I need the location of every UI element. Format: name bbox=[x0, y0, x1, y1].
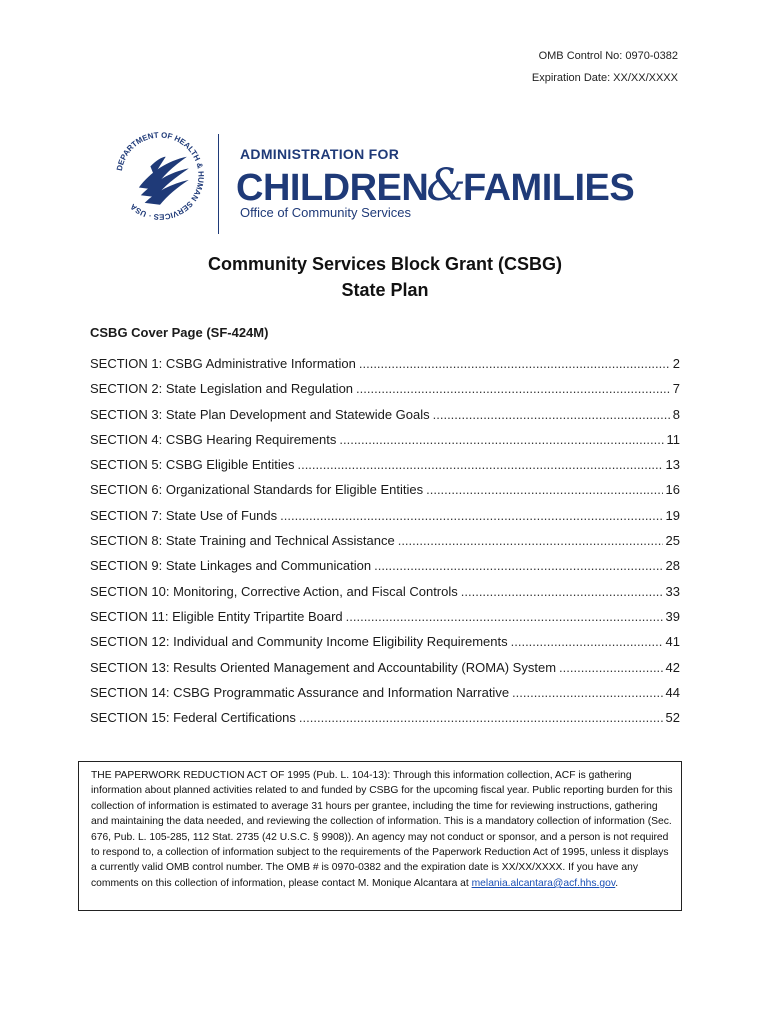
toc-row[interactable] bbox=[90, 533, 680, 558]
toc-leader-dots bbox=[374, 558, 662, 573]
toc-page-number: 11 bbox=[666, 431, 680, 447]
toc-leader-dots bbox=[356, 381, 670, 396]
logo-divider bbox=[218, 134, 219, 234]
toc-leader-dots bbox=[299, 710, 663, 725]
toc-page-number: 2 bbox=[672, 356, 680, 371]
toc-page-number: 41 bbox=[665, 634, 680, 650]
toc-row[interactable] bbox=[90, 482, 680, 507]
toc-row[interactable] bbox=[90, 634, 680, 659]
toc-page-number: 13 bbox=[665, 457, 680, 473]
toc-title: SECTION 6: Organizational Standards for Eligible Entities bbox=[90, 482, 424, 498]
acf-logo bbox=[112, 128, 635, 238]
toc-leader-dots bbox=[426, 482, 662, 497]
toc-title: SECTION 12: Individual and Community Income Eligibility Requirements bbox=[90, 634, 508, 650]
logo-wordmark bbox=[236, 160, 634, 211]
toc-leader-dots bbox=[280, 508, 662, 523]
toc-title: SECTION 2: State Legislation and Regulation bbox=[90, 381, 354, 397]
toc-page-number: 19 bbox=[665, 507, 680, 523]
toc-page-number: 42 bbox=[665, 659, 680, 675]
document-title: Community Services Block Grant (CSBG) bbox=[207, 254, 563, 274]
omb-control-number: OMB Control No: 0970-0382 bbox=[538, 50, 678, 62]
logo-children: CHILDREN bbox=[236, 167, 429, 209]
toc-title: SECTION 3: State Plan Development and Statewide Goals bbox=[90, 406, 430, 422]
seal-text: DEPARTMENT OF HEALTH & HUMAN SERVICES · USA bbox=[114, 130, 206, 222]
logo-line1: ADMINISTRATION FOR bbox=[240, 146, 400, 162]
toc-row[interactable] bbox=[90, 432, 680, 457]
toc-leader-dots bbox=[346, 609, 663, 624]
toc-page-number: 33 bbox=[665, 583, 680, 599]
toc-leader-dots bbox=[359, 356, 670, 371]
paperwork-reduction-notice bbox=[78, 761, 682, 911]
expiration-date: Expiration Date: XX/XX/XXXX bbox=[531, 72, 678, 84]
toc-leader-dots bbox=[512, 685, 662, 700]
toc-row[interactable] bbox=[90, 710, 680, 735]
toc-row[interactable] bbox=[90, 356, 680, 381]
toc-leader-dots bbox=[398, 533, 663, 548]
toc-page-number: 16 bbox=[665, 482, 680, 498]
logo-office: Office of Community Services bbox=[240, 205, 411, 220]
toc-title: SECTION 4: CSBG Hearing Requirements bbox=[90, 431, 337, 447]
toc-page-number: 7 bbox=[672, 381, 680, 397]
toc-row[interactable] bbox=[90, 584, 680, 609]
toc-page-number: 8 bbox=[672, 406, 680, 422]
toc-row[interactable] bbox=[90, 407, 680, 432]
hhs-seal-icon bbox=[112, 128, 208, 224]
toc-row[interactable] bbox=[90, 508, 680, 533]
toc-leader-dots bbox=[559, 660, 663, 675]
document-subtitle: State Plan bbox=[341, 280, 429, 300]
toc-page-number: 25 bbox=[665, 533, 680, 549]
toc-row[interactable] bbox=[90, 609, 680, 634]
logo-ampersand: & bbox=[426, 160, 465, 211]
toc-title: SECTION 1: CSBG Administrative Information bbox=[90, 356, 356, 371]
table-of-contents bbox=[90, 356, 680, 735]
toc-page-number: 28 bbox=[665, 558, 680, 574]
logo-families: FAMILIES bbox=[463, 167, 635, 209]
toc-title: SECTION 15: Federal Certifications bbox=[90, 710, 296, 726]
toc-row[interactable] bbox=[90, 685, 680, 710]
toc-row[interactable] bbox=[90, 457, 680, 482]
toc-page-number: 52 bbox=[665, 710, 680, 726]
toc-title: SECTION 11: Eligible Entity Tripartite Board bbox=[90, 608, 343, 624]
toc-title: SECTION 7: State Use of Funds bbox=[90, 507, 278, 523]
toc-title: SECTION 10: Monitoring, Corrective Action, and Fiscal Controls bbox=[90, 583, 458, 599]
toc-title: SECTION 14: CSBG Programmatic Assurance and Information Narrative bbox=[90, 684, 510, 700]
toc-title: SECTION 8: State Training and Technical Assistance bbox=[90, 533, 395, 549]
toc-leader-dots bbox=[339, 432, 663, 447]
toc-leader-dots bbox=[433, 407, 670, 422]
toc-page-number: 39 bbox=[665, 608, 680, 624]
contact-email-link[interactable]: melania.alcantara@acf.hhs.gov bbox=[471, 877, 616, 889]
notice-end: . bbox=[615, 877, 619, 889]
toc-leader-dots bbox=[461, 584, 663, 599]
toc-leader-dots bbox=[511, 634, 663, 649]
toc-row[interactable] bbox=[90, 381, 680, 406]
cover-page-heading: CSBG Cover Page (SF-424M) bbox=[90, 325, 269, 340]
notice-text: THE PAPERWORK REDUCTION ACT OF 1995 (Pub. L. 104-13): Through this information collection, ACF is gathering information about planned activities related to and funded by CSBG for the upcoming fiscal year. Public reporting burden for this collection of information is estimated to average 31 hours per grantee, including the time for reviewing instructions, gathering and maintaining the data needed, and reviewing the collection of information. This is a mandatory collection of information (Sec. 676, Pub. L. 105-285, 112 Stat. 2735 (42 U.S.C. § 9908)). An agency may not conduct or sponsor, and a person is not required to respond to, a collection of information subject to the requirements of the Paperwork Reduction Act of 1995, unless it displays a currently valid OMB control number. The OMB # is 0970-0382 and the expiration date is XX/XX/XXXX. If you have any comments on this collection of information, please contact M. Monique Alcantara at bbox=[91, 770, 673, 889]
toc-title: SECTION 13: Results Oriented Management and Accountability (ROMA) System bbox=[90, 659, 557, 675]
toc-row[interactable] bbox=[90, 558, 680, 583]
toc-title: SECTION 9: State Linkages and Communication bbox=[90, 558, 372, 574]
toc-title: SECTION 5: CSBG Eligible Entities bbox=[90, 457, 295, 473]
toc-page-number: 44 bbox=[665, 684, 680, 700]
toc-row[interactable] bbox=[90, 660, 680, 685]
toc-leader-dots bbox=[297, 457, 662, 472]
